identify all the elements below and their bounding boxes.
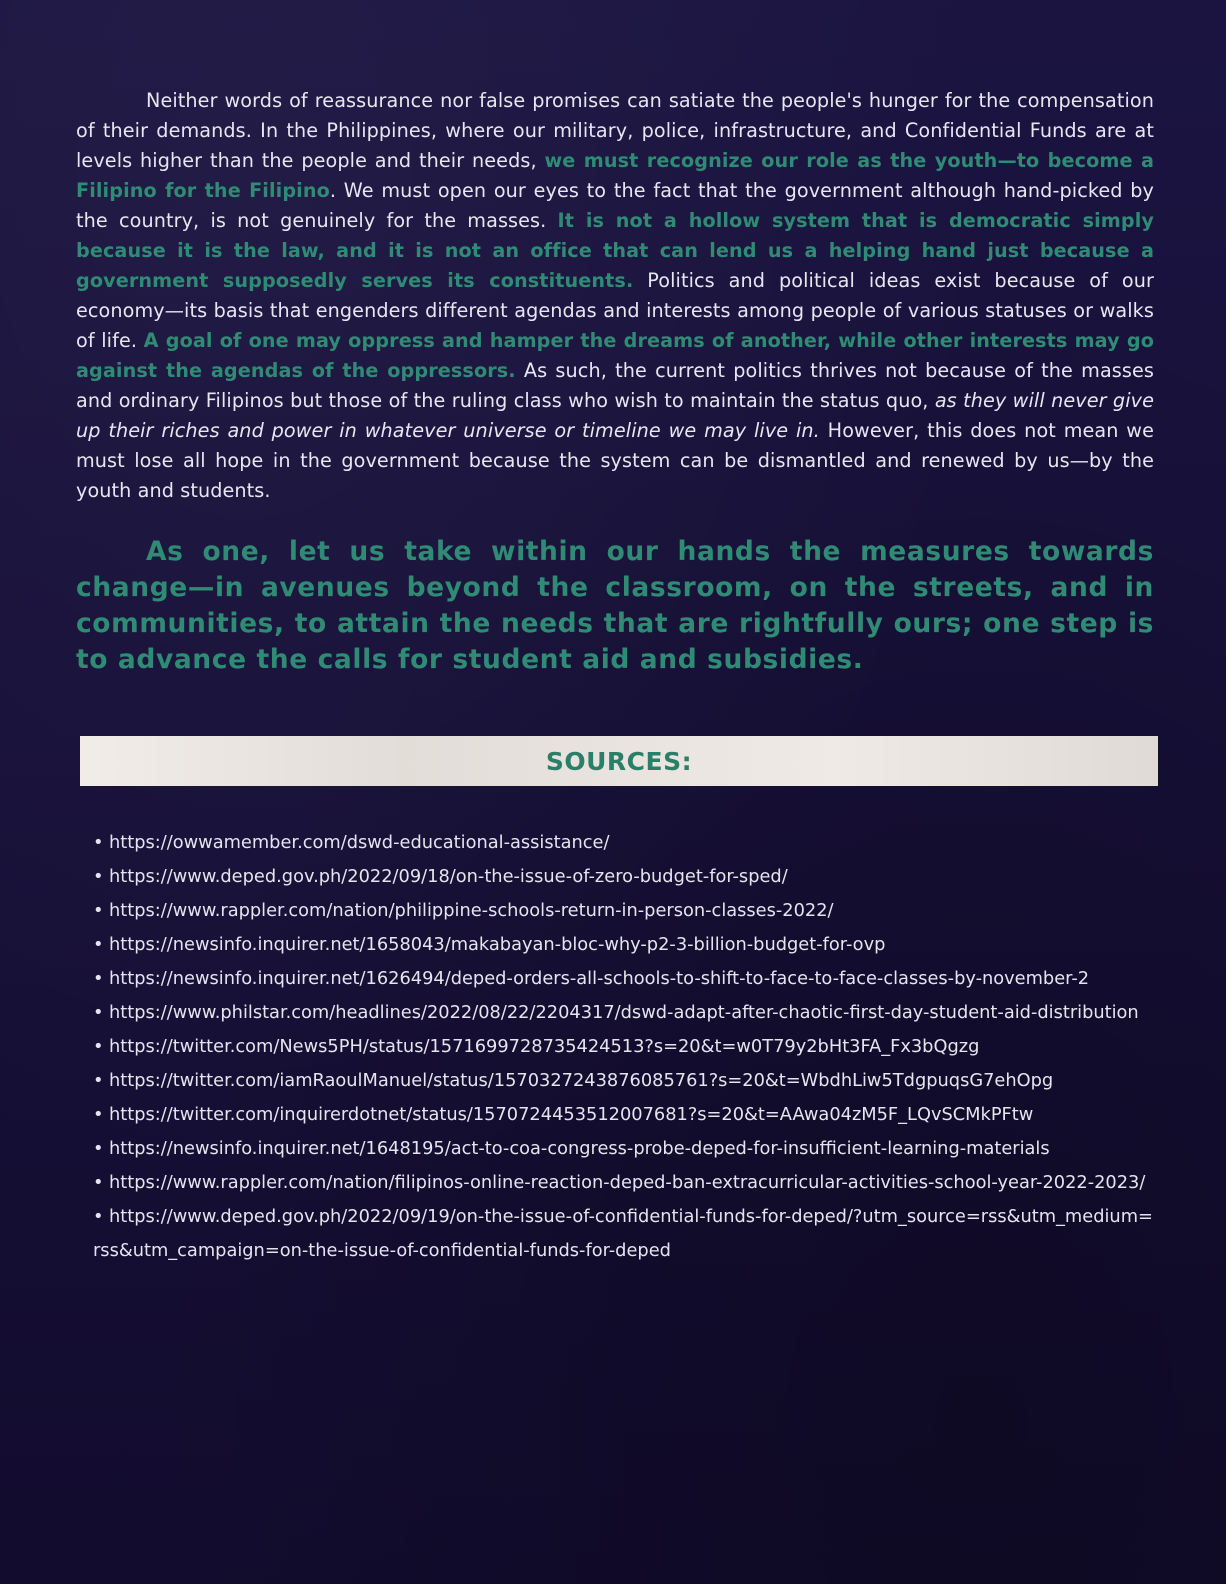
- bullet-icon: •: [93, 1138, 104, 1159]
- source-url[interactable]: https://twitter.com/iamRaoulManuel/status/1570327243876085761?s=20&t=WbdhLiw5TdgpuqsG7ehOpg: [109, 1070, 1054, 1091]
- bullet-icon: •: [93, 866, 104, 887]
- source-url[interactable]: https://www.philstar.com/headlines/2022/08/22/2204317/dswd-adapt-after-chaotic-first-day-student-aid-distribution: [109, 1002, 1139, 1023]
- bullet-icon: •: [93, 1002, 104, 1023]
- paragraph-text: However, this does not mean we must lose all hope in the government because the system can be dismantled and renewed by us—by the youth and students.: [76, 419, 1154, 502]
- sources-list: [93, 826, 1153, 1268]
- source-link[interactable]: [93, 928, 1153, 962]
- paragraph-text: . We must open our eyes to the fact that the government although hand-picked by the country, is not genuinely for the masses.: [76, 179, 1154, 232]
- call-to-action: As one, let us take within our hands the measures towards change—in avenues beyond the classroom, on the streets, and in communities, to attain the needs that are rightfully ours; one step is to advance the calls for student aid and subsidies.: [76, 536, 1154, 675]
- bullet-icon: •: [93, 1036, 104, 1057]
- paragraph-text: As such, the current politics thrives not because of the masses and ordinary Filipinos but those of the ruling class who wish to maintain the status quo,: [76, 359, 1154, 412]
- bullet-icon: •: [93, 968, 104, 989]
- bullet-icon: •: [93, 1070, 104, 1091]
- paragraph-text: Neither words of reassurance nor false promises can satiate the people's hunger for the compensation of their demands. In the Philippines, where our military, police, infrastructure, and Confidential Funds are at levels higher than the people and their needs,: [76, 89, 1154, 172]
- source-link[interactable]: [93, 860, 1153, 894]
- bullet-icon: •: [93, 1172, 104, 1193]
- bullet-icon: •: [93, 1206, 104, 1227]
- source-link[interactable]: [93, 894, 1153, 928]
- source-url[interactable]: https://newsinfo.inquirer.net/1648195/act-to-coa-congress-probe-deped-for-insufficient-learning-materials: [109, 1138, 1050, 1159]
- sources-title: SOURCES:: [545, 746, 693, 776]
- source-link[interactable]: [93, 826, 1153, 860]
- source-link[interactable]: [93, 1098, 1153, 1132]
- source-url[interactable]: https://twitter.com/News5PH/status/1571699728735424513?s=20&t=w0T79y2bHt3FA_Fx3bQgzg: [109, 1036, 980, 1057]
- source-url[interactable]: https://owwamember.com/dswd-educational-assistance/: [109, 832, 610, 853]
- source-url[interactable]: https://twitter.com/inquirerdotnet/status/1570724453512007681?s=20&t=AAwa04zM5F_LQvSCMkPFtw: [109, 1104, 1034, 1125]
- body-paragraph: [76, 86, 1154, 506]
- italic-text: as they will never give up their riches and power in whatever universe or timeline we may live in.: [76, 389, 1154, 442]
- paragraph-text: Politics and political ideas exist because of our economy—its basis that engenders different agendas and interests among people of various statuses or walks of life.: [76, 269, 1154, 352]
- source-link[interactable]: [93, 996, 1153, 1030]
- highlight-text: It is not a hollow system that is democratic simply because it is the law, and it is not an office that can lend us a helping hand just because a government supposedly serves its constituents.: [76, 209, 1154, 292]
- bullet-icon: •: [93, 832, 104, 853]
- bullet-icon: •: [93, 934, 104, 955]
- source-url[interactable]: https://www.rappler.com/nation/filipinos-online-reaction-deped-ban-extracurricular-activities-school-year-2022-2023/: [109, 1172, 1146, 1193]
- source-link[interactable]: [93, 1030, 1153, 1064]
- highlight-text: we must recognize our role as the youth—to become a Filipino for the Filipino: [76, 149, 1155, 202]
- source-link[interactable]: [93, 1132, 1153, 1166]
- source-url[interactable]: https://newsinfo.inquirer.net/1626494/deped-orders-all-schools-to-shift-to-face-to-face-classes-by-november-2: [109, 968, 1090, 989]
- source-link[interactable]: [93, 1064, 1153, 1098]
- source-url[interactable]: https://www.rappler.com/nation/philippine-schools-return-in-person-classes-2022/: [109, 900, 834, 921]
- bullet-icon: •: [93, 1104, 104, 1125]
- highlight-text: A goal of one may oppress and hamper the dreams of another, while other interests may go against the agendas of the oppressors.: [76, 329, 1154, 382]
- source-link[interactable]: [93, 1166, 1153, 1200]
- sources-banner: [80, 736, 1158, 786]
- source-url[interactable]: https://www.deped.gov.ph/2022/09/18/on-the-issue-of-zero-budget-for-sped/: [109, 866, 788, 887]
- source-url[interactable]: https://newsinfo.inquirer.net/1658043/makabayan-bloc-why-p2-3-billion-budget-for-ovp: [109, 934, 886, 955]
- source-link[interactable]: [93, 1200, 1153, 1268]
- bullet-icon: •: [93, 900, 104, 921]
- source-link[interactable]: [93, 962, 1153, 996]
- source-url[interactable]: https://www.deped.gov.ph/2022/09/19/on-the-issue-of-confidential-funds-for-deped/?utm_source=rss&utm_medium=rss&utm_campaign=on-the-issue-of-confidential-funds-for-deped: [93, 1206, 1153, 1261]
